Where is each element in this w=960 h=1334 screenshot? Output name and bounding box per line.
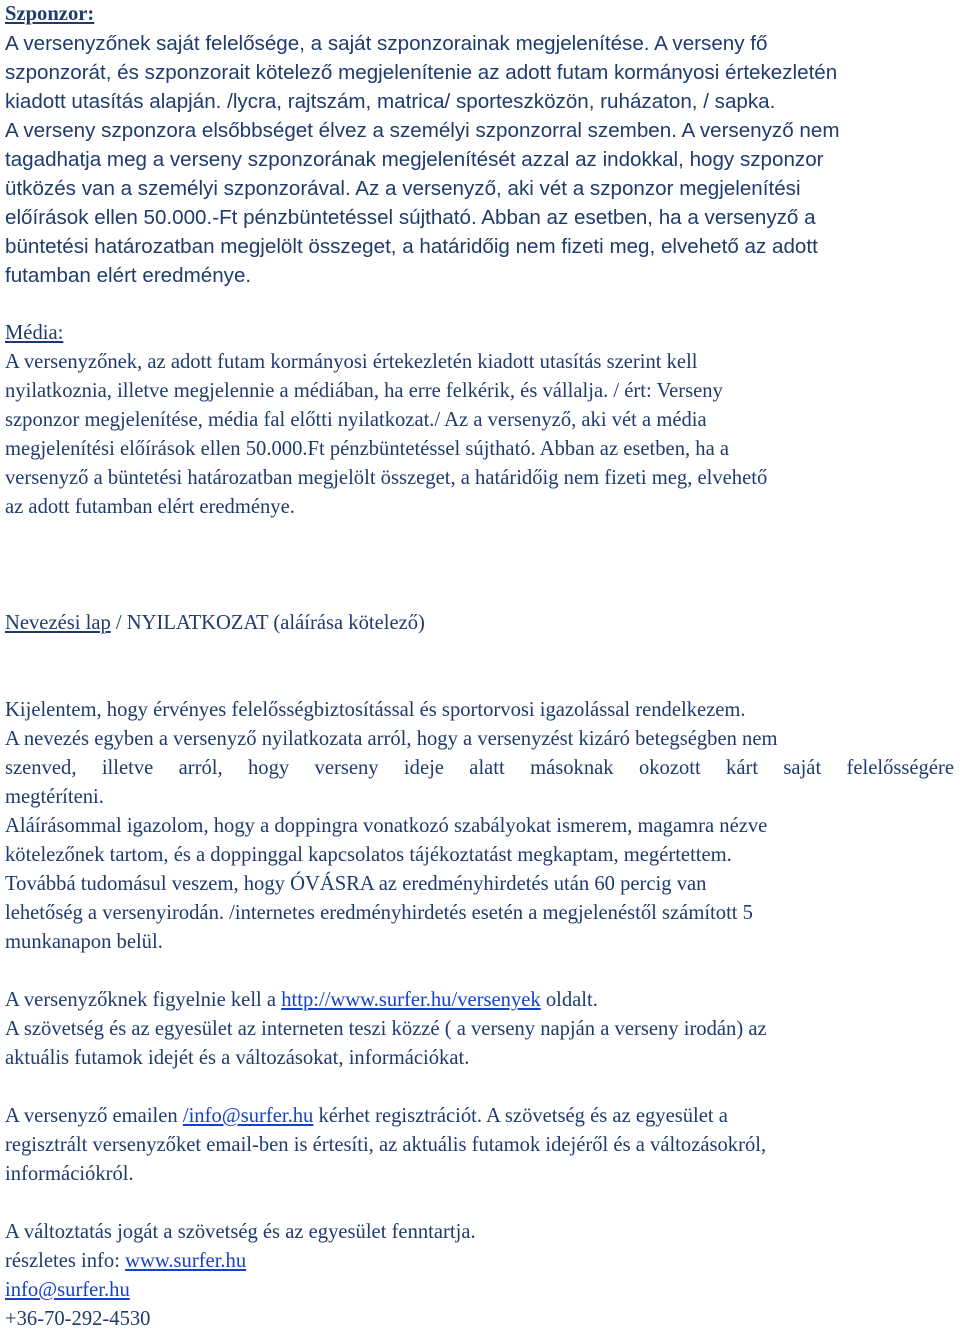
- statement-line: Kijelentem, hogy érvényes felelősségbiztosítással és sportorvosi igazolással rendelkezem.: [5, 699, 746, 721]
- follow-text: oldalt.: [540, 989, 598, 1011]
- spacer: [5, 1073, 954, 1102]
- website-link[interactable]: www.surfer.hu: [125, 1250, 247, 1272]
- statement-line: szenved, illetve arról, hogy verseny ideje alatt másoknak okozott kárt saját felelősségére: [5, 757, 954, 779]
- statement-line: Aláírásommal igazolom, hogy a doppingra vonatkozó szabályokat ismerem, magamra nézve: [5, 815, 768, 837]
- media-line: az adott futamban elért eredménye.: [5, 496, 295, 518]
- follow-section: [5, 986, 954, 1073]
- entry-heading: [5, 609, 954, 638]
- versenyek-link[interactable]: http://www.surfer.hu/versenyek: [281, 989, 541, 1011]
- sponsor-section: [5, 0, 954, 290]
- sponsor-line: előírások ellen 50.000.-Ft pénzbüntetéssel sújtható. Abban az esetben, ha a versenyző a: [5, 206, 816, 229]
- statement-line: lehetőség a versenyirodán. /internetes eredményhirdetés esetén a megjelenéstől számított 5: [5, 902, 753, 924]
- rights-line: A változtatás jogát a szövetség és az egyesület fenntartja.: [5, 1221, 476, 1243]
- follow-line: aktuális futamok idejét és a változásokat, információkat.: [5, 1047, 470, 1069]
- follow-text: A versenyzőknek figyelnie kell a: [5, 989, 282, 1011]
- entry-heading-title: Nevezési lap: [5, 612, 111, 634]
- sponsor-heading: Szponzor:: [5, 3, 95, 25]
- statement-line: Továbbá tudomásul veszem, hogy ÓVÁSRA az eredményhirdetés után 60 percig van: [5, 873, 707, 895]
- sponsor-line: ütközés van a személyi szponzorával. Az a versenyző, aki vét a szponzor megjelenítési: [5, 177, 801, 200]
- footer-section: [5, 1218, 954, 1334]
- spacer: [5, 290, 954, 319]
- media-line: nyilatkoznia, illetve megjelennie a médiában, ha erre felkérik, és vállalja. / ért: Verseny: [5, 380, 723, 402]
- media-section: [5, 319, 954, 522]
- spacer: [5, 957, 954, 986]
- media-line: versenyző a büntetési határozatban megjelölt összeget, a határidőig nem fizeti meg, elvehető: [5, 467, 768, 489]
- footer-email-link[interactable]: info@surfer.hu: [5, 1279, 130, 1301]
- sponsor-line: A versenyzőnek saját felelősége, a saját szponzorainak megjelenítése. A verseny fő: [5, 32, 768, 55]
- registration-line: [5, 1102, 954, 1131]
- sponsor-line: A verseny szponzora elsőbbséget élvez a személyi szponzorral szemben. A versenyző nem: [5, 119, 840, 142]
- statement-line: kötelezőnek tartom, és a doppinggal kapcsolatos tájékoztatást megkaptam, megértettem.: [5, 844, 732, 866]
- sponsor-line: szponzorát, és szponzorait kötelező megjelenítenie az adott futam kormányosi értekezletén: [5, 61, 838, 84]
- spacer: [5, 1189, 954, 1218]
- follow-line: A szövetség és az egyesület az interneten teszi közzé ( a verseny napján a verseny irodán) az: [5, 1018, 767, 1040]
- media-line: A versenyzőnek, az adott futam kormányosi értekezletén kiadott utasítás szerint kell: [5, 351, 698, 373]
- media-heading: Média:: [5, 322, 64, 344]
- statement-line: megtéríteni.: [5, 786, 104, 808]
- media-line: megjelenítési előírások ellen 50.000.Ft pénzbüntetéssel sújtható. Abban az esetben, ha a: [5, 438, 730, 460]
- registration-line: regisztrált versenyzőket email-ben is értesíti, az aktuális futamok idejéről és a változásokról,: [5, 1134, 767, 1156]
- sponsor-line: kiadott utasítás alapján. /lycra, rajtszám, matrica/ sporteszközön, ruházaton, / sapka.: [5, 90, 776, 113]
- sponsor-line: tagadhatja meg a verseny szponzorának megjelenítését azzal az indokkal, hogy szponzor: [5, 148, 824, 171]
- info-line: [5, 1247, 954, 1276]
- entry-heading-subtitle: / NYILATKOZAT (aláírása kötelező): [110, 612, 425, 634]
- spacer: [5, 522, 954, 609]
- sponsor-line: büntetési határozatban megjelölt összeget, a határidőig nem fizeti meg, elvehető az adott: [5, 235, 818, 258]
- statement-line: A nevezés egyben a versenyző nyilatkozata arról, hogy a versenyzést kizáró betegségben nem: [5, 728, 778, 750]
- info-email-link[interactable]: /info@surfer.hu: [182, 1105, 314, 1127]
- registration-section: [5, 1102, 954, 1189]
- info-label: részletes info:: [5, 1250, 126, 1272]
- entry-section: [5, 609, 954, 957]
- registration-text: A versenyző emailen: [5, 1105, 183, 1127]
- registration-text: kérhet regisztrációt. A szövetség és az egyesület a: [313, 1105, 728, 1127]
- email-line: [5, 1276, 954, 1305]
- spacer: [5, 638, 954, 696]
- follow-line: [5, 986, 954, 1015]
- sponsor-line: futamban elért eredménye.: [5, 264, 252, 287]
- media-line: szponzor megjelenítése, média fal előtti nyilatkozat./ Az a versenyző, aki vét a média: [5, 409, 707, 431]
- phone-number: +36-70-292-4530: [5, 1308, 151, 1330]
- statement-line: munkanapon belül.: [5, 931, 163, 953]
- registration-line: információkról.: [5, 1163, 134, 1185]
